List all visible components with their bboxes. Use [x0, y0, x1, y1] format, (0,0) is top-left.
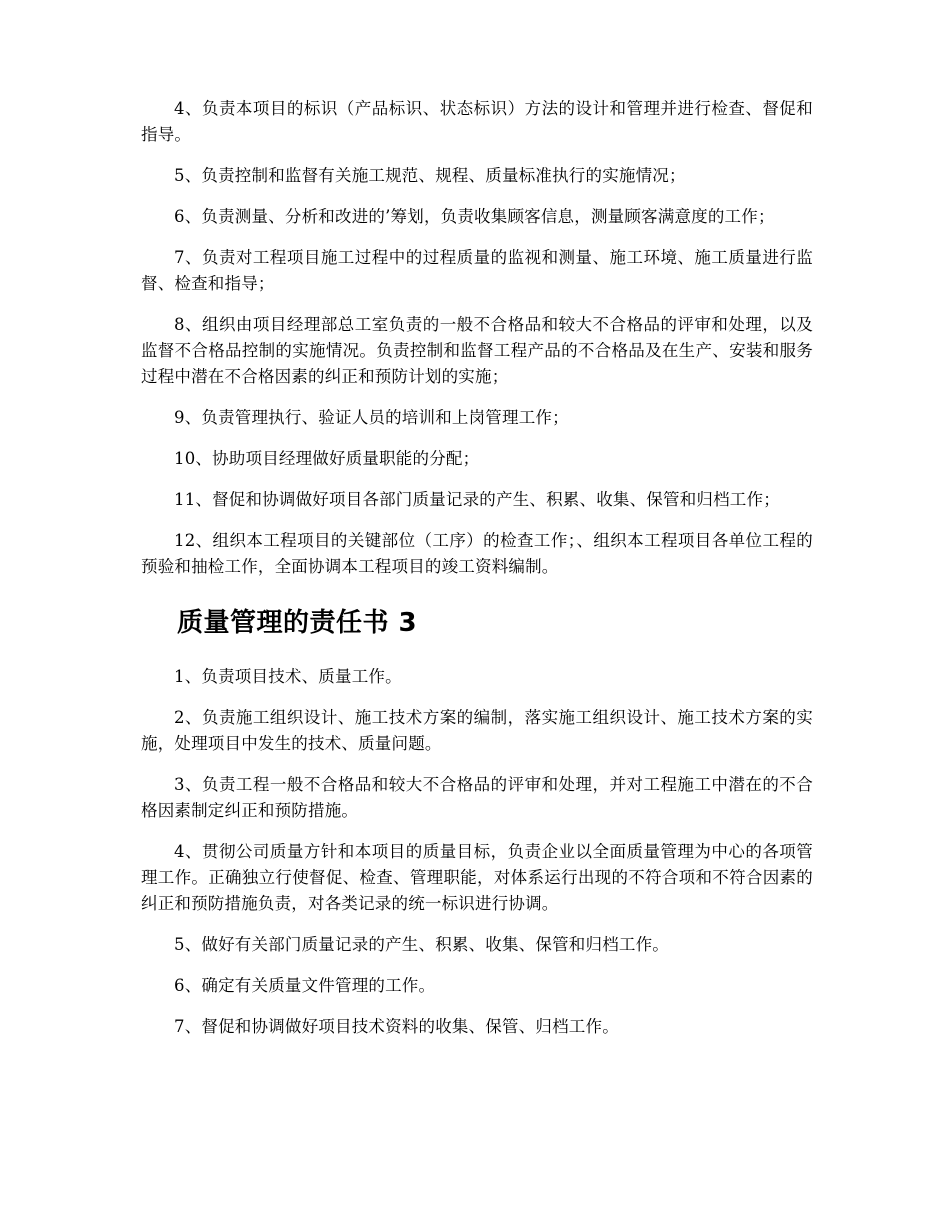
paragraph-b-4: 4、贯彻公司质量方针和本项目的质量目标，负责企业以全面质量管理为中心的各项管理工作。正确独立行使督促、检查、管理职能，对体系运行出现的不符合项和不符合因素的纠正和预防措施负责，对各类记录的统一标识进行协调。: [141, 842, 813, 913]
paragraph-a-5: 5、负责控制和监督有关施工规范、规程、质量标准执行的实施情况；: [174, 166, 686, 185]
paragraph-a-8: 8、组织由项目经理部总工室负责的一般不合格品和较大不合格品的评审和处理，以及监督不合格品控制的实施情况。负责控制和监督工程产品的不合格品及在生产、安装和服务过程中潜在不合格因素的纠正和预防计划的实施；: [141, 315, 813, 386]
paragraph-b-7: 7、督促和协调做好项目技术资料的收集、保管、归档工作。: [174, 1017, 619, 1036]
paragraph-a-11: 11、督促和协调做好项目各部门质量记录的产生、积累、收集、保管和归档工作；: [174, 490, 780, 509]
paragraph-b-2: 2、负责施工组织设计、施工技术方案的编制，落实施工组织设计、施工技术方案的实施，处理项目中发生的技术、质量问题。: [141, 708, 813, 753]
paragraph-a-12: 12、组织本工程项目的关键部位（工序）的检查工作；、组织本工程项目各单位工程的预验和抽检工作，全面协调本工程项目的竣工资料编制。: [141, 531, 813, 576]
paragraph-b-5: 5、做好有关部门质量记录的产生、积累、收集、保管和归档工作。: [174, 935, 669, 954]
paragraph-b-1: 1、负责项目技术、质量工作。: [174, 667, 402, 686]
paragraph-a-10: 10、协助项目经理做好质量职能的分配；: [174, 449, 480, 468]
paragraph-a-6: 6、负责测量、分析和改进的’筹划，负责收集顾客信息，测量顾客满意度的工作；: [174, 207, 775, 226]
section-heading: 质量管理的责任书 3: [177, 608, 418, 638]
paragraph-a-4: 4、负责本项目的标识（产品标识、状态标识）方法的设计和管理并进行检查、督促和指导。: [141, 99, 813, 144]
paragraph-b-3: 3、负责工程一般不合格品和较大不合格品的评审和处理，并对工程施工中潜在的不合格因素制定纠正和预防措施。: [141, 775, 813, 820]
paragraph-b-6: 6、确定有关质量文件管理的工作。: [174, 976, 436, 995]
paragraph-a-7: 7、负责对工程项目施工过程中的过程质量的监视和测量、施工环境、施工质量进行监督、检查和指导；: [141, 248, 813, 293]
document-page: [141, 96, 813, 1055]
paragraph-a-9: 9、负责管理执行、验证人员的培训和上岗管理工作；: [174, 408, 569, 427]
